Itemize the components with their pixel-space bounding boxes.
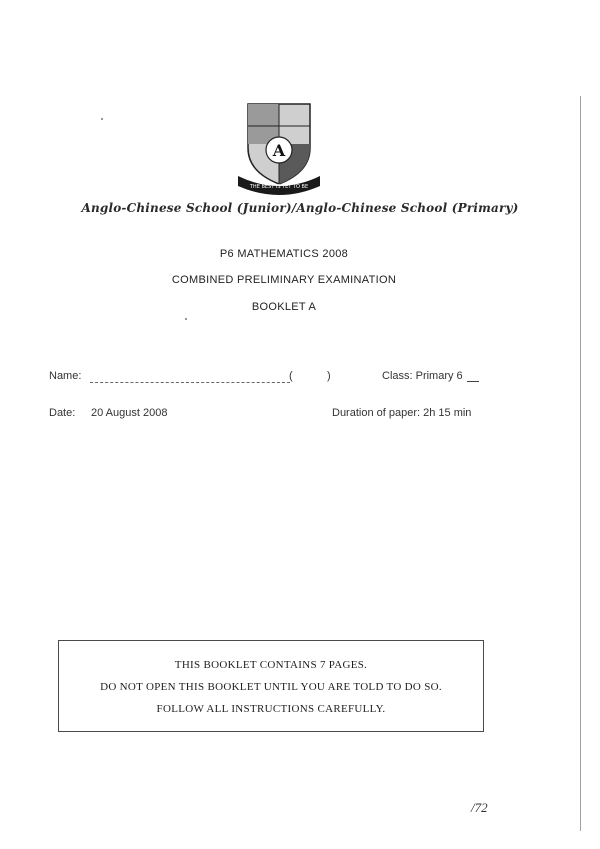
crest-motto: THE BEST IS YET TO BE bbox=[249, 184, 309, 190]
scan-speck bbox=[185, 318, 187, 320]
duration-text: Duration of paper: 2h 15 min bbox=[332, 407, 472, 419]
notice-follow-instructions: FOLLOW ALL INSTRUCTIONS CAREFULLY. bbox=[156, 703, 386, 715]
booklet-label: BOOKLET A bbox=[251, 301, 317, 313]
class-field bbox=[382, 370, 479, 382]
exam-subject: P6 MATHEMATICS 2008 bbox=[219, 248, 349, 260]
class-blank-line[interactable] bbox=[467, 381, 479, 382]
notice-do-not-open: DO NOT OPEN THIS BOOKLET UNTIL YOU ARE TOLD TO DO SO. bbox=[100, 681, 442, 693]
date-label: Date: bbox=[49, 407, 76, 419]
name-blank-line[interactable] bbox=[90, 382, 290, 383]
school-name: Anglo-Chinese School (Junior)/Anglo-Chinese School (Primary) bbox=[81, 201, 519, 215]
instructions-box bbox=[58, 640, 484, 732]
page-mark: /72 bbox=[471, 800, 488, 815]
class-label: Class: Primary 6 bbox=[382, 370, 463, 382]
svg-text:A: A bbox=[272, 141, 286, 160]
name-label: Name: bbox=[49, 370, 82, 382]
scan-speck bbox=[101, 118, 103, 120]
exam-title: COMBINED PRELIMINARY EXAMINATION bbox=[171, 274, 397, 286]
index-paren-close: ) bbox=[327, 370, 331, 382]
date-value: 20 August 2008 bbox=[91, 407, 168, 419]
notice-pages: THIS BOOKLET CONTAINS 7 PAGES. bbox=[174, 659, 368, 671]
index-paren-open: ( bbox=[289, 370, 293, 382]
school-crest-logo bbox=[236, 100, 322, 196]
